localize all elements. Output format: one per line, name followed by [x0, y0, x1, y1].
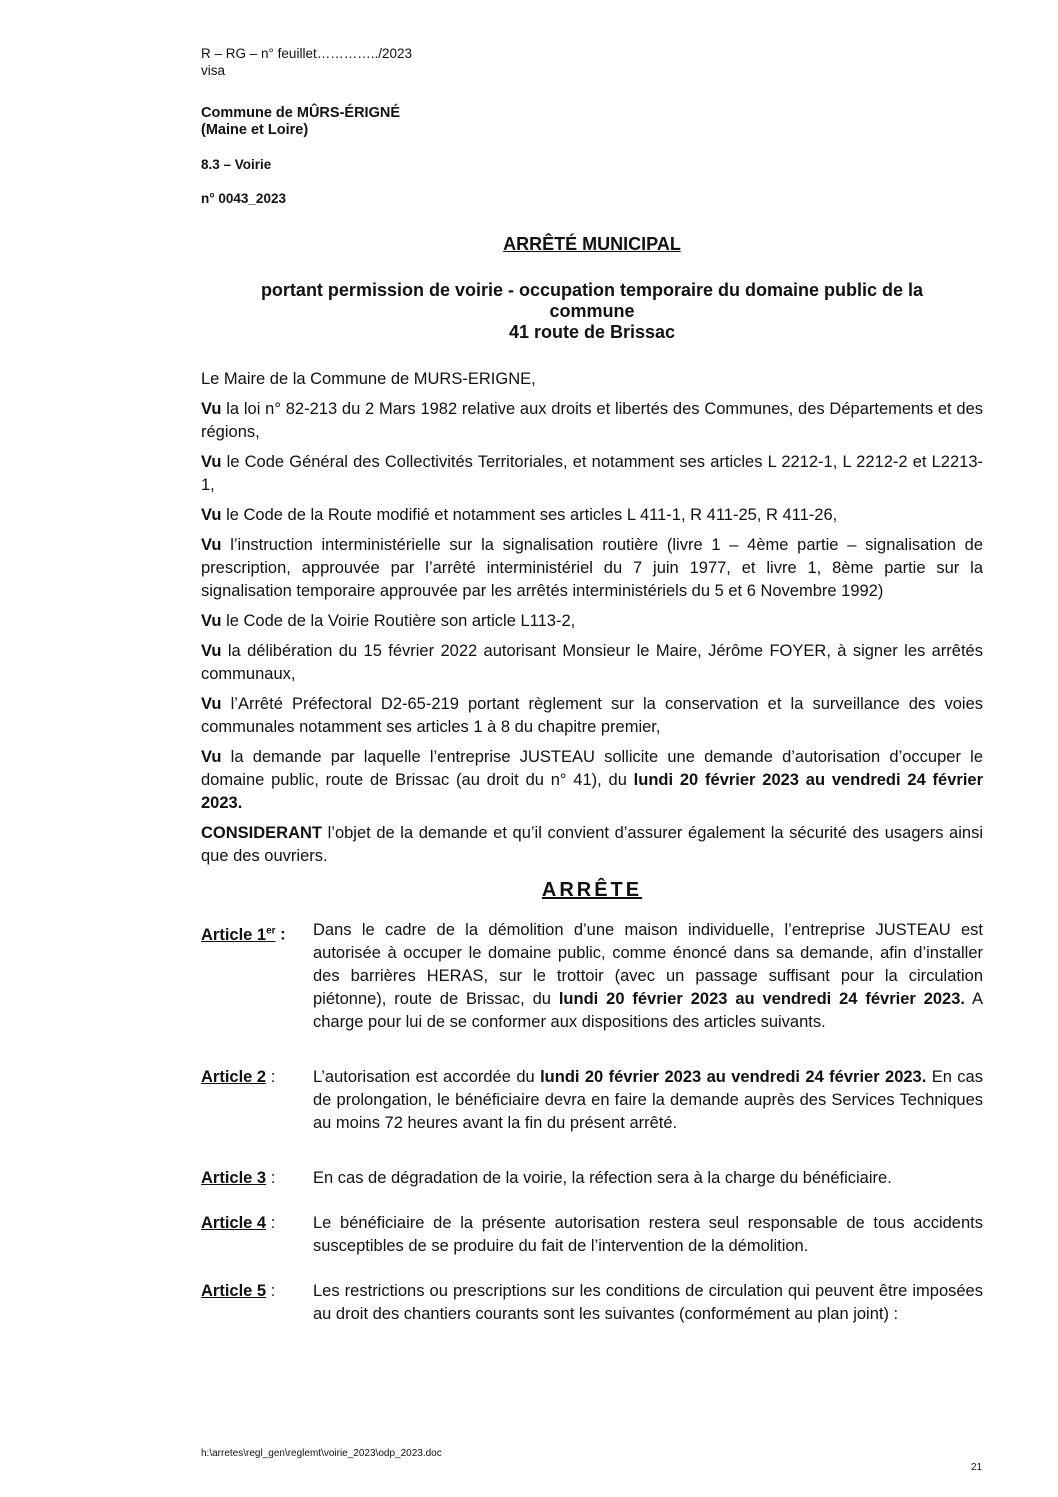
- preamble-intro: Le Maire de la Commune de MURS-ERIGNE,: [201, 370, 536, 388]
- vu-paragraph: [201, 610, 983, 633]
- article-number: Article 2: [201, 1068, 267, 1086]
- vu-text: l’instruction interministérielle sur la signalisation routière (livre 1 – 4ème partie – signalisation de prescription, approuvée par l’arrêté interministériel du 7 juin 1977, et livre 1, 8ème partie sur la signalisation temporaire approuvée par les arrêtés interministériels du 5 et 6 Novembre 1992): [201, 536, 983, 600]
- vu-label: Vu: [201, 642, 222, 660]
- vu-paragraph: [201, 746, 983, 815]
- article-colon: :: [266, 1282, 276, 1300]
- vu-paragraph: [201, 451, 983, 497]
- classification: 8.3 – Voirie: [201, 157, 272, 172]
- commune-name: Commune de MÛRS-ÉRIGNÉ: [201, 105, 400, 121]
- vu-text: l’Arrêté Préfectoral D2-65-219 portant règlement sur la conservation et la surveillance des voies communales notamment ses articles 1 à 8 du chapitre premier,: [201, 695, 983, 736]
- article-1: [201, 919, 983, 1034]
- article-colon: :: [266, 1068, 276, 1086]
- document-subtitle: [201, 280, 983, 343]
- subtitle-line-1: portant permission de voirie - occupation temporaire du domaine public de la: [260, 280, 924, 300]
- vu-text: la demande par laquelle l’entreprise JUSTEAU sollicite une demande d’autorisation d’occuper le domaine public, route de Brissac (au droit du n° 41), du: [201, 748, 983, 789]
- article-text-part: L’autorisation est accordée du: [313, 1068, 541, 1086]
- article-text-part: A charge pour lui de se conformer aux dispositions des articles suivants.: [313, 990, 983, 1031]
- considerant-text: l’objet de la demande et qu’il convient d’assurer également la sécurité des usagers ainsi que des ouvriers.: [201, 824, 983, 865]
- vu-paragraph: [201, 504, 983, 527]
- article-number: [201, 926, 276, 944]
- feuillet-ref: R – RG – n° feuillet…………../2023: [201, 46, 412, 61]
- visa-label: visa: [201, 63, 226, 78]
- article-text: [313, 1066, 983, 1135]
- date-range: lundi 20 février 2023 au vendredi 24 février 2023.: [540, 1068, 927, 1086]
- article-number: Article 3: [201, 1169, 267, 1187]
- article-colon: :: [266, 1169, 276, 1187]
- article-5: [201, 1280, 983, 1326]
- article-number: Article 4: [201, 1214, 267, 1232]
- commune-block: [201, 105, 400, 139]
- vu-label: Vu: [201, 536, 222, 554]
- article-label: [201, 1167, 313, 1190]
- vu-paragraph: [201, 693, 983, 739]
- vu-label: Vu: [201, 695, 222, 713]
- article-2: [201, 1066, 983, 1135]
- vu-text: le Code de la Voirie Routière son article L113-2,: [221, 612, 576, 630]
- vu-label: Vu: [201, 612, 222, 630]
- commune-region: (Maine et Loire): [201, 122, 309, 138]
- vu-text: la délibération du 15 février 2022 autorisant Monsieur le Maire, Jérôme FOYER, à signer les arrêtés communaux,: [201, 642, 983, 683]
- header-reference: [201, 45, 412, 79]
- article-text: [313, 919, 983, 1034]
- date-range: lundi 20 février 2023 au vendredi 24 février 2023.: [201, 771, 983, 812]
- article-text: Le bénéficiaire de la présente autorisation restera seul responsable de tous accidents susceptibles de se produire du fait de l’intervention de la démolition.: [313, 1214, 983, 1255]
- article-4: [201, 1212, 983, 1258]
- article-text: Les restrictions ou prescriptions sur les conditions de circulation qui peuvent être imposées au droit des chantiers courants sont les suivantes (conformément au plan joint) :: [313, 1282, 983, 1323]
- subtitle-line-2: commune: [549, 301, 635, 321]
- arrete-heading: ARRÊTE: [541, 879, 643, 901]
- vu-label: Vu: [201, 506, 222, 524]
- article-label: [201, 919, 313, 1034]
- article-text: En cas de dégradation de la voirie, la réfection sera à la charge du bénéficiaire.: [313, 1169, 892, 1187]
- page-number: 21: [971, 1462, 983, 1473]
- vu-paragraph: [201, 398, 983, 444]
- vu-text: la loi n° 82-213 du 2 Mars 1982 relative aux droits et libertés des Communes, des Départements et des régions,: [201, 400, 983, 441]
- considerant-paragraph: [201, 822, 983, 868]
- document-title: ARRÊTÉ MUNICIPAL: [503, 234, 681, 254]
- vu-label: Vu: [201, 748, 222, 766]
- article-number: Article 5: [201, 1282, 267, 1300]
- considerant-label: CONSIDERANT: [201, 824, 323, 842]
- article-3: [201, 1167, 983, 1190]
- vu-paragraph: [201, 534, 983, 603]
- date-range: lundi 20 février 2023 au vendredi 24 février 2023.: [558, 990, 965, 1008]
- document-body: [201, 368, 983, 1348]
- vu-text: le Code Général des Collectivités Territoriales, et notamment ses articles L 2212-1, L 2212-2 et L2213-1,: [201, 453, 983, 494]
- arrete-number: n° 0043_2023: [201, 191, 286, 206]
- article-colon: :: [275, 925, 286, 944]
- vu-label: Vu: [201, 400, 222, 418]
- article-label: [201, 1066, 313, 1135]
- article-text-part: Dans le cadre de la démolition d’une maison individuelle, l’entreprise JUSTEAU est autorisée à occuper le domaine public, comme énoncé dans sa demande, afin d’installer des barrières HERAS, sur le trottoir (avec un passage suffisant pour la circulation piétonne), route de Brissac, du: [313, 921, 983, 1008]
- article-label: [201, 1212, 313, 1258]
- article-colon: :: [266, 1214, 276, 1232]
- vu-label: Vu: [201, 453, 222, 471]
- article-superscript: er: [266, 925, 276, 936]
- article-number-text: Article 1: [201, 925, 267, 944]
- subtitle-line-3: 41 route de Brissac: [508, 322, 676, 342]
- article-label: [201, 1280, 313, 1326]
- vu-text: le Code de la Route modifié et notamment ses articles L 411-1, R 411-25, R 411-26,: [221, 506, 838, 524]
- footer-file-path: h:\arretes\regl_gen\reglemt\voirie_2023\odp_2023.doc: [201, 1448, 442, 1459]
- article-text-part: En cas de prolongation, le bénéficiaire devra en faire la demande auprès des Services Techniques au moins 72 heures avant la fin du présent arrêté.: [313, 1068, 983, 1132]
- vu-paragraph: [201, 640, 983, 686]
